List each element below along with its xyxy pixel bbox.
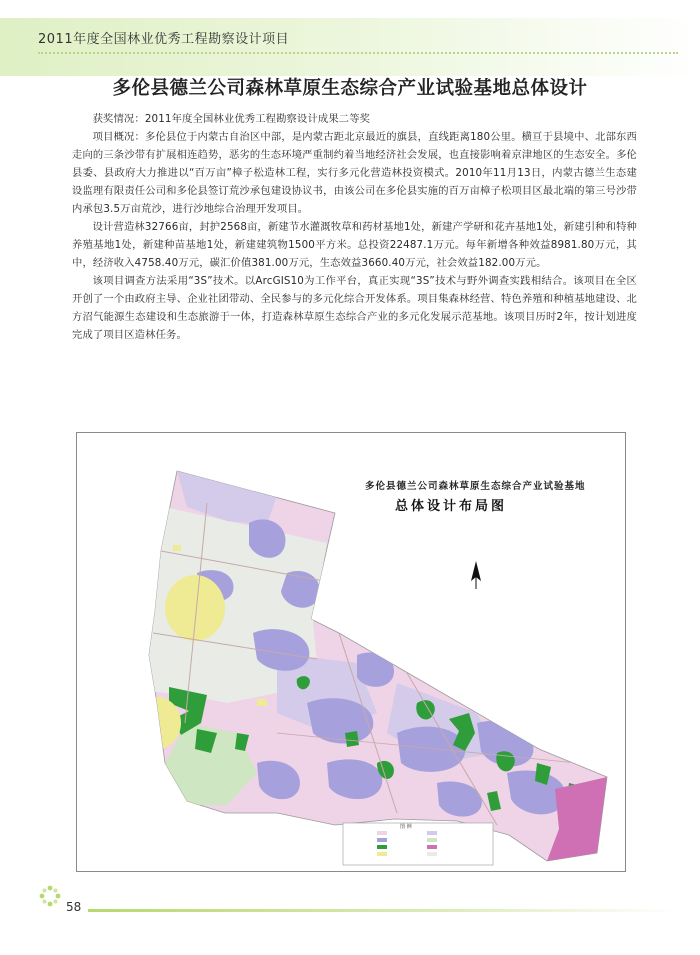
method-paragraph: 该项目调查方法采用“3S”技术。以ArcGIS10为工作平台，真正实现“3S”技术与野外调查实践相结合。该项目在全区开创了一个由政府主导、企业社团带动、全民参与的多元化综合开发体系。项目集森林经营、特色养殖和种植基地建设、北方沼气能源生态建设和生态旅游于一体，打造森林草原生态综合产业的多元化发展示范基地。该项目历时2年，按计划进度完成了项目区造林任务。 <box>72 275 637 341</box>
map-title-line-1: 多伦县德兰公司森林草原生态综合产业试验基地 <box>365 481 586 492</box>
map-pivot-circle-1 <box>165 575 225 641</box>
article-body <box>72 110 637 344</box>
header-band <box>0 18 700 76</box>
map-block-yellow-2 <box>173 545 181 551</box>
map-patch-green-10 <box>345 731 359 747</box>
map-block-yellow-1 <box>257 699 267 706</box>
overview-paragraph: 项目概况：多伦县位于内蒙古自治区中部，是内蒙古距北京最近的旗县，直线距离180公里。横亘于县境中、北部东西走向的三条沙带有扩展相连趋势，恶劣的生态环境严重制约着当地经济社会发展，也直接影响着京津地区的生态安全。多伦县委、县政府大力推进以“百万亩”樟子松造林工程，实行多元化营造林投资模式。2010年11月13日，内蒙古德兰生态建设监理有限责任公司和多伦县签订荒沙承包建设协议书，由该公司在多伦县实施的百万亩樟子松项目区最北端的第三号沙带内承包3.5万亩荒沙，进行沙地综合治理开发项目。 <box>72 131 637 215</box>
page-title: 多伦县德兰公司森林草原生态综合产业试验基地总体设计 <box>112 78 588 99</box>
map-legend-title: 图 例 <box>400 824 412 830</box>
footer-flower-icon <box>38 884 62 908</box>
map-legend <box>343 823 493 865</box>
award-paragraph: 获奖情况：2011年度全国林业优秀工程勘察设计成果二等奖 <box>92 113 371 125</box>
footer-divider <box>88 909 678 912</box>
header-divider <box>38 52 678 54</box>
running-header-title: 2011年度全国林业优秀工程勘察设计项目 <box>38 32 290 47</box>
page-number: 58 <box>66 900 82 914</box>
layout-map <box>76 432 626 872</box>
map-title-line-2: 总体设计布局图 <box>395 499 508 514</box>
north-arrow-icon <box>470 561 482 589</box>
map-graphic <box>77 433 625 871</box>
map-patch-purple-5 <box>357 652 394 686</box>
design-paragraph: 设计营造林32766亩，封护2568亩，新建节水灌溉牧草和药材基地1处，新建产学研和花卉基地1处，新建引种和特种养殖基地1处，新建种苗基地1处，新建建筑物1500平方米。总投资22487.1万元。每年新增各种效益8981.80万元，其中，经济收入4758.40万元，碳汇价值381.00万元，生态效益3660.40万元，社会效益182.00万元。 <box>72 221 637 269</box>
